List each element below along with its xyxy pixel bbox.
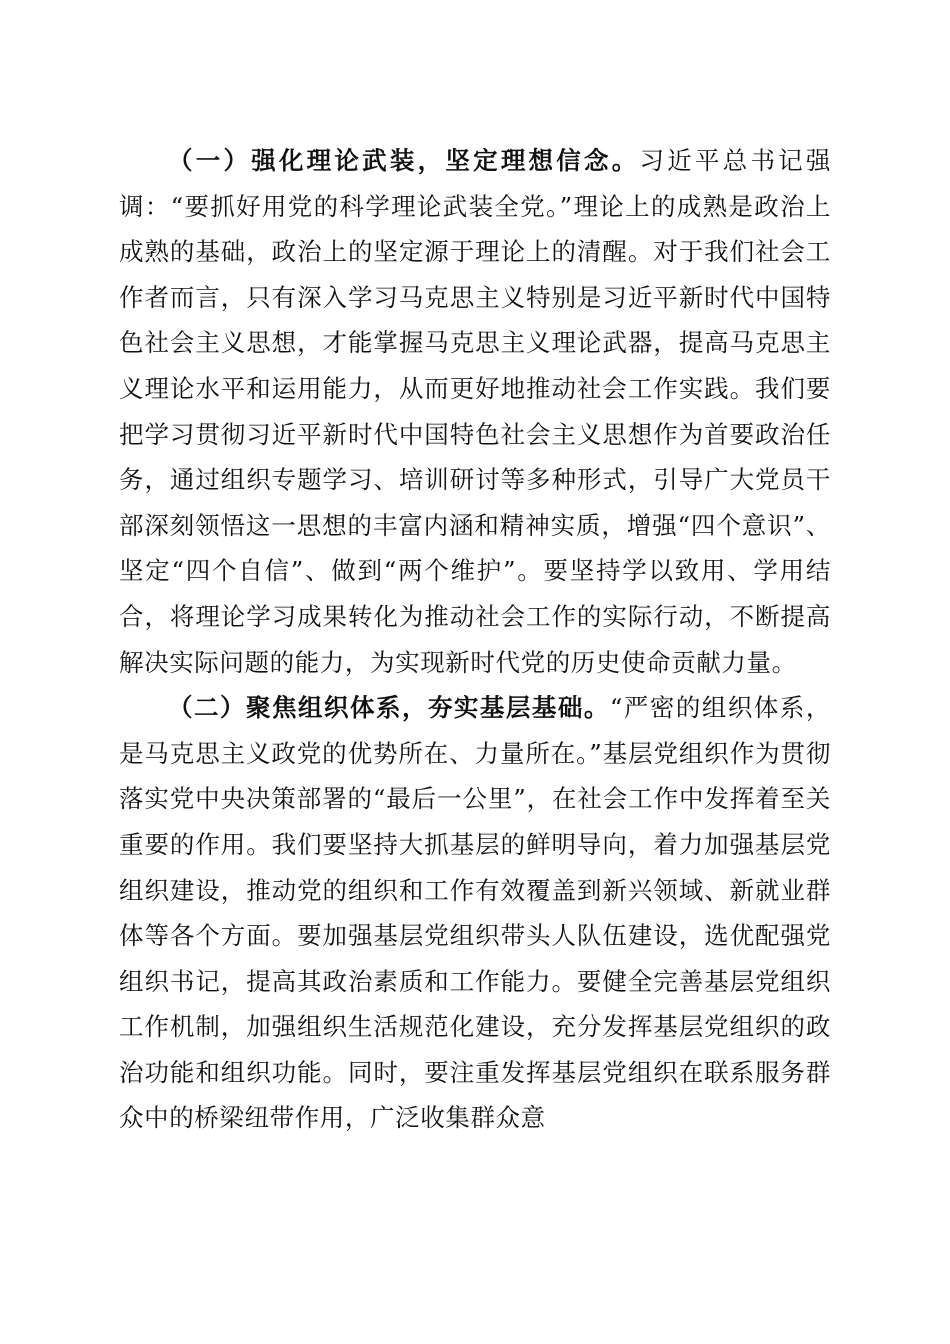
paragraph-2-heading: （二）聚焦组织体系，夯实基层基础。 bbox=[168, 693, 610, 723]
document-body bbox=[119, 138, 831, 1141]
paragraph-1 bbox=[119, 138, 831, 685]
paragraph-2 bbox=[119, 685, 831, 1141]
paragraph-1-text: 习近平总书记强调：“要抓好用党的科学理论武装全党。”理论上的成熟是政治上成熟的基础，政治上的坚定源于理论上的清醒。对于我们社会工作者而言，只有深入学习马克思主义特别是习近平新时代中国特色社会主义思想，才能掌握马克思主义理论武器，提高马克思主义理论水平和运用能力，从而更好地推动社会工作实践。我们要把学习贯彻习近平新时代中国特色社会主义思想作为首要政治任务，通过组织专题学习、培训研讨等多种形式，引导广大党员干部深刻领悟这一思想的丰富内涵和精神实质，增强“四个意识”、坚定“四个自信”、做到“两个维护”。要坚持学以致用、学用结合，将理论学习成果转化为推动社会工作的实际行动，不断提高解决实际问题的能力，为实现新时代党的历史使命贡献力量。 bbox=[119, 146, 832, 677]
paragraph-1-heading: （一）强化理论武装，坚定理想信念。 bbox=[168, 146, 640, 175]
paragraph-2-text: “严密的组织体系，是马克思主义政党的优势所在、力量所在。”基层党组织作为贯彻落实党中央决策部署的“最后一公里”，在社会工作中发挥着至关重要的作用。我们要坚持大抓基层的鲜明导向，着力加强基层党组织建设，推动党的组织和工作有效覆盖到新兴领域、新就业群体等各个方面。要加强基层党组织带头人队伍建设，选优配强党组织书记，提高其政治素质和工作能力。要健全完善基层党组织工作机制，加强组织生活规范化建设，充分发挥基层党组织的政治功能和组织功能。同时，要注重发挥基层党组织在联系服务群众中的桥梁纽带作用，广泛收集群众意 bbox=[119, 693, 831, 1133]
